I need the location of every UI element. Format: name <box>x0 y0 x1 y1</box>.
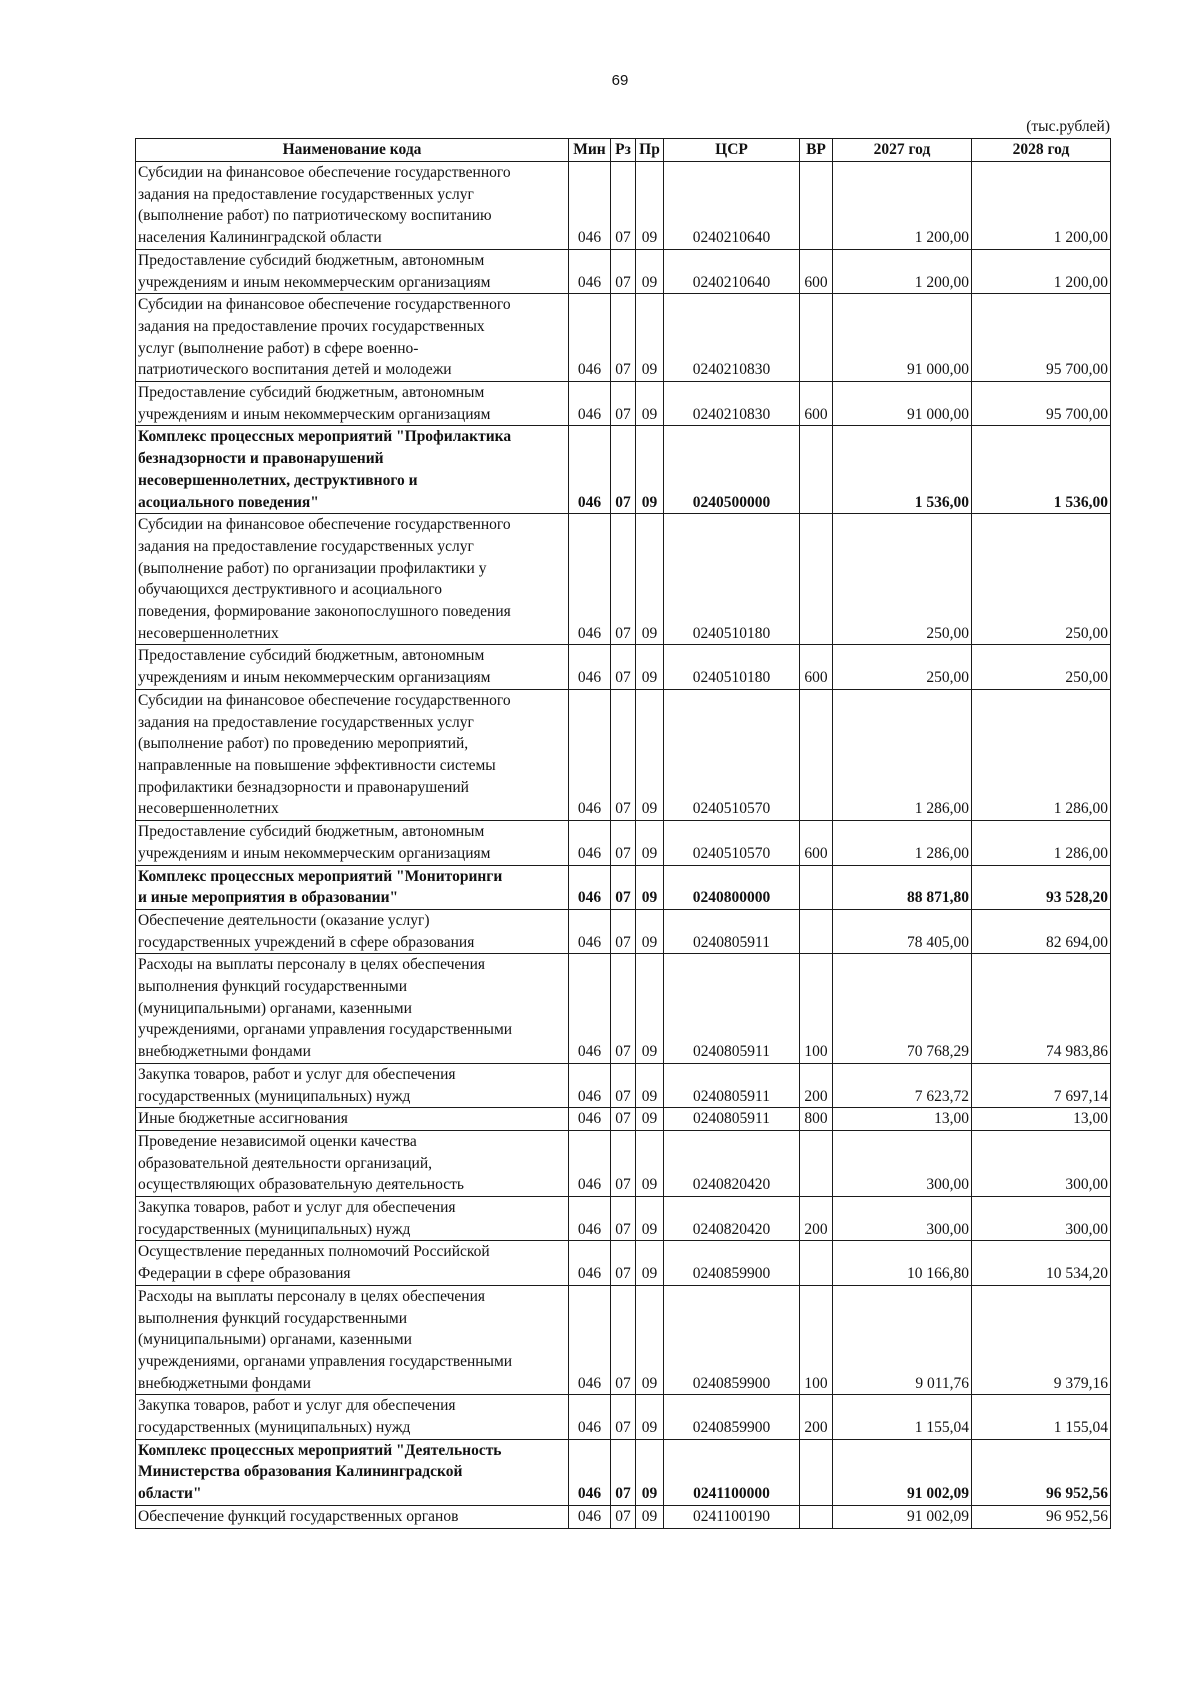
row-name <box>136 249 569 293</box>
row-rz: 07 <box>611 1130 636 1196</box>
row-name-line: Обеспечение деятельности (оказание услуг) <box>138 911 430 929</box>
row-value-2028: 13,00 <box>972 1108 1111 1131</box>
row-vr: 200 <box>800 1063 833 1107</box>
table-row <box>136 162 1111 250</box>
row-vr <box>800 1439 833 1505</box>
row-pr: 09 <box>636 1241 664 1285</box>
header-min: Мин <box>569 139 611 162</box>
row-min: 046 <box>569 689 611 820</box>
row-name-line: Комплекс процессных мероприятий "Деятельность <box>138 1441 502 1459</box>
row-pr: 09 <box>636 514 664 645</box>
row-name-line: (муниципальными) органами, казенными <box>138 999 412 1017</box>
row-vr <box>800 865 833 909</box>
row-value-2027: 250,00 <box>833 645 972 689</box>
row-name-line: выполнения функций государственными <box>138 1309 408 1327</box>
row-vr <box>800 689 833 820</box>
row-value-2027: 91 000,00 <box>833 294 972 382</box>
row-name <box>136 1197 569 1241</box>
row-vr: 200 <box>800 1197 833 1241</box>
table-row <box>136 1395 1111 1439</box>
table-row <box>136 1108 1111 1131</box>
row-value-2028: 250,00 <box>972 645 1111 689</box>
table-row <box>136 1130 1111 1196</box>
row-min: 046 <box>569 1130 611 1196</box>
row-name-line: (выполнение работ) по организации профилактики у <box>138 559 487 577</box>
row-name-line: асоциального поведения" <box>138 493 319 511</box>
row-pr: 09 <box>636 162 664 250</box>
budget-table <box>135 138 1111 1529</box>
row-pr: 09 <box>636 1439 664 1505</box>
row-name-line: Комплекс процессных мероприятий "Мониторинги <box>138 867 503 885</box>
row-name-line: Комплекс процессных мероприятий "Профилактика <box>138 428 512 446</box>
row-value-2028: 300,00 <box>972 1130 1111 1196</box>
row-name-line: задания на предоставление прочих государственных <box>138 317 485 335</box>
row-csr: 0241100000 <box>664 1439 800 1505</box>
table-row <box>136 382 1111 426</box>
row-name <box>136 865 569 909</box>
row-value-2027: 13,00 <box>833 1108 972 1131</box>
row-value-2028: 96 952,56 <box>972 1439 1111 1505</box>
row-value-2027: 1 286,00 <box>833 821 972 865</box>
row-name-line: Федерации в сфере образования <box>138 1265 351 1283</box>
row-min: 046 <box>569 1241 611 1285</box>
row-value-2028: 7 697,14 <box>972 1063 1111 1107</box>
row-rz: 07 <box>611 249 636 293</box>
row-name-line: Субсидии на финансовое обеспечение государственного <box>138 691 511 709</box>
row-value-2027: 1 200,00 <box>833 162 972 250</box>
row-name-line: и иные мероприятия в образовании" <box>138 889 399 907</box>
row-min: 046 <box>569 1395 611 1439</box>
table-row <box>136 689 1111 820</box>
row-name-line: учреждениям и иным некоммерческим организациям <box>138 405 491 423</box>
row-name-line: Предоставление субсидий бюджетным, автономным <box>138 647 485 665</box>
row-name-line: внебюджетными фондами <box>138 1043 311 1061</box>
row-name-line: (муниципальными) органами, казенными <box>138 1331 412 1349</box>
row-name-line: Субсидии на финансовое обеспечение государственного <box>138 164 511 181</box>
row-vr: 100 <box>800 1285 833 1395</box>
row-rz: 07 <box>611 1285 636 1395</box>
row-csr: 0240210830 <box>664 294 800 382</box>
row-value-2028: 1 155,04 <box>972 1395 1111 1439</box>
row-name-line: патриотического воспитания детей и молодежи <box>138 361 452 379</box>
row-value-2028: 74 983,86 <box>972 954 1111 1064</box>
row-min: 046 <box>569 1197 611 1241</box>
row-name-line: образовательной деятельности организаций, <box>138 1154 433 1172</box>
row-value-2027: 91 002,09 <box>833 1439 972 1505</box>
row-name-line: Иные бюджетные ассигнования <box>138 1110 348 1128</box>
page-number: 69 <box>611 72 629 89</box>
row-csr: 0240510570 <box>664 689 800 820</box>
row-name-line: Проведение независимой оценки качества <box>138 1132 417 1150</box>
row-name-line: Расходы на выплаты персоналу в целях обеспечения <box>138 1287 486 1305</box>
row-rz: 07 <box>611 426 636 514</box>
row-name-line: области" <box>138 1485 202 1503</box>
row-name-line: государственных (муниципальных) нужд <box>138 1220 411 1238</box>
row-pr: 09 <box>636 909 664 953</box>
row-min: 046 <box>569 514 611 645</box>
row-value-2028: 1 200,00 <box>972 162 1111 250</box>
row-name-line: профилактики безнадзорности и правонарушений <box>138 778 469 796</box>
row-name-line: населения Калининградской области <box>138 229 382 247</box>
row-min: 046 <box>569 954 611 1064</box>
row-name-line: учреждениям и иным некоммерческим организациям <box>138 844 491 862</box>
table-row <box>136 514 1111 645</box>
row-name <box>136 514 569 645</box>
table-row <box>136 294 1111 382</box>
row-pr: 09 <box>636 426 664 514</box>
row-name <box>136 1285 569 1395</box>
row-csr: 0240800000 <box>664 865 800 909</box>
row-value-2028: 250,00 <box>972 514 1111 645</box>
row-pr: 09 <box>636 1063 664 1107</box>
row-min: 046 <box>569 1439 611 1505</box>
row-rz: 07 <box>611 1197 636 1241</box>
header-2028: 2028 год <box>972 139 1111 162</box>
row-csr: 0240500000 <box>664 426 800 514</box>
row-csr: 0240805911 <box>664 954 800 1064</box>
row-name-line: услуг (выполнение работ) в сфере военно- <box>138 339 419 357</box>
row-name-line: Предоставление субсидий бюджетным, автономным <box>138 823 485 841</box>
row-vr <box>800 162 833 250</box>
row-name-line: безнадзорности и правонарушений <box>138 450 384 468</box>
row-pr: 09 <box>636 1108 664 1131</box>
row-name <box>136 1063 569 1107</box>
row-min: 046 <box>569 1285 611 1395</box>
row-min: 046 <box>569 1063 611 1107</box>
row-value-2028: 93 528,20 <box>972 865 1111 909</box>
row-value-2028: 10 534,20 <box>972 1241 1111 1285</box>
row-vr <box>800 514 833 645</box>
row-min: 046 <box>569 294 611 382</box>
row-vr <box>800 294 833 382</box>
row-vr <box>800 426 833 514</box>
row-min: 046 <box>569 1108 611 1131</box>
row-name-line: несовершеннолетних <box>138 800 279 818</box>
row-name-line: внебюджетными фондами <box>138 1374 311 1392</box>
row-value-2028: 9 379,16 <box>972 1285 1111 1395</box>
row-value-2027: 70 768,29 <box>833 954 972 1064</box>
table-row <box>136 1063 1111 1107</box>
row-value-2027: 78 405,00 <box>833 909 972 953</box>
table-row <box>136 909 1111 953</box>
row-name-line: Закупка товаров, работ и услуг для обеспечения <box>138 1199 456 1217</box>
row-name <box>136 294 569 382</box>
row-csr: 0240820420 <box>664 1130 800 1196</box>
row-name <box>136 689 569 820</box>
table-row <box>136 821 1111 865</box>
row-rz: 07 <box>611 1063 636 1107</box>
table-row <box>136 1197 1111 1241</box>
row-rz: 07 <box>611 1505 636 1528</box>
row-name-line: несовершеннолетних, деструктивного и <box>138 471 418 489</box>
row-rz: 07 <box>611 821 636 865</box>
row-name-line: государственных (муниципальных) нужд <box>138 1087 411 1105</box>
row-name-line: задания на предоставление государственных услуг <box>138 713 474 731</box>
row-name-line: учреждениями, органами управления государственными <box>138 1021 513 1039</box>
row-rz: 07 <box>611 954 636 1064</box>
units-label: (тыс.рублей) <box>1026 118 1110 135</box>
row-name <box>136 645 569 689</box>
row-min: 046 <box>569 821 611 865</box>
row-min: 046 <box>569 865 611 909</box>
row-name <box>136 162 569 250</box>
row-vr: 800 <box>800 1108 833 1131</box>
row-csr: 0241100190 <box>664 1505 800 1528</box>
row-csr: 0240820420 <box>664 1197 800 1241</box>
row-name-line: задания на предоставление государственных услуг <box>138 537 474 555</box>
row-pr: 09 <box>636 689 664 820</box>
header-rz: Рз <box>611 139 636 162</box>
row-min: 046 <box>569 162 611 250</box>
row-vr: 600 <box>800 821 833 865</box>
row-vr <box>800 1130 833 1196</box>
row-vr: 200 <box>800 1395 833 1439</box>
header-pr: Пр <box>636 139 664 162</box>
row-name <box>136 1395 569 1439</box>
table-body <box>136 162 1111 1529</box>
row-value-2027: 91 002,09 <box>833 1505 972 1528</box>
table-row <box>136 1439 1111 1505</box>
row-name <box>136 1505 569 1528</box>
table-row <box>136 426 1111 514</box>
row-min: 046 <box>569 426 611 514</box>
row-min: 046 <box>569 909 611 953</box>
row-name-line: Обеспечение функций государственных органов <box>138 1507 459 1525</box>
row-rz: 07 <box>611 382 636 426</box>
row-value-2027: 91 000,00 <box>833 382 972 426</box>
row-value-2027: 1 536,00 <box>833 426 972 514</box>
row-rz: 07 <box>611 1241 636 1285</box>
row-pr: 09 <box>636 954 664 1064</box>
row-name-line: задания на предоставление государственных услуг <box>138 185 474 203</box>
row-name-line: Осуществление переданных полномочий Российской <box>138 1243 490 1261</box>
row-min: 046 <box>569 249 611 293</box>
table-row <box>136 1505 1111 1528</box>
row-pr: 09 <box>636 1505 664 1528</box>
row-value-2028: 82 694,00 <box>972 909 1111 953</box>
row-pr: 09 <box>636 1285 664 1395</box>
table-row <box>136 1241 1111 1285</box>
row-value-2027: 9 011,76 <box>833 1285 972 1395</box>
row-vr <box>800 1241 833 1285</box>
row-name-line: государственных (муниципальных) нужд <box>138 1419 411 1437</box>
row-rz: 07 <box>611 1395 636 1439</box>
row-name-line: Субсидии на финансовое обеспечение государственного <box>138 516 511 534</box>
row-name-line: Министерства образования Калининградской <box>138 1463 463 1481</box>
row-vr: 600 <box>800 645 833 689</box>
row-pr: 09 <box>636 294 664 382</box>
row-name-line: Предоставление субсидий бюджетным, автономным <box>138 251 485 269</box>
row-name-line: Закупка товаров, работ и услуг для обеспечения <box>138 1397 456 1415</box>
table-row <box>136 865 1111 909</box>
row-pr: 09 <box>636 1197 664 1241</box>
row-csr: 0240510180 <box>664 514 800 645</box>
row-vr: 100 <box>800 954 833 1064</box>
row-name-line: Расходы на выплаты персоналу в целях обеспечения <box>138 956 486 974</box>
row-value-2028: 95 700,00 <box>972 382 1111 426</box>
row-value-2027: 1 200,00 <box>833 249 972 293</box>
row-name-line: несовершеннолетних <box>138 624 279 642</box>
row-name <box>136 426 569 514</box>
table-row <box>136 954 1111 1064</box>
row-name <box>136 1130 569 1196</box>
row-csr: 0240510180 <box>664 645 800 689</box>
row-rz: 07 <box>611 909 636 953</box>
row-rz: 07 <box>611 645 636 689</box>
row-value-2027: 88 871,80 <box>833 865 972 909</box>
row-name <box>136 954 569 1064</box>
row-vr: 600 <box>800 249 833 293</box>
row-value-2028: 95 700,00 <box>972 294 1111 382</box>
row-pr: 09 <box>636 645 664 689</box>
row-rz: 07 <box>611 1108 636 1131</box>
row-value-2028: 1 200,00 <box>972 249 1111 293</box>
header-csr: ЦСР <box>664 139 800 162</box>
row-pr: 09 <box>636 821 664 865</box>
row-value-2028: 1 536,00 <box>972 426 1111 514</box>
header-name: Наименование кода <box>136 139 569 162</box>
row-vr <box>800 909 833 953</box>
table-row <box>136 1285 1111 1395</box>
table-row <box>136 249 1111 293</box>
row-name <box>136 821 569 865</box>
row-name-line: государственных учреждений в сфере образования <box>138 933 475 951</box>
row-name-line: Предоставление субсидий бюджетным, автономным <box>138 384 485 402</box>
row-vr: 600 <box>800 382 833 426</box>
row-min: 046 <box>569 1505 611 1528</box>
row-vr <box>800 1505 833 1528</box>
row-pr: 09 <box>636 382 664 426</box>
row-value-2027: 300,00 <box>833 1130 972 1196</box>
row-pr: 09 <box>636 1130 664 1196</box>
row-min: 046 <box>569 382 611 426</box>
row-name <box>136 909 569 953</box>
table-row <box>136 645 1111 689</box>
row-value-2028: 300,00 <box>972 1197 1111 1241</box>
row-value-2027: 250,00 <box>833 514 972 645</box>
table-header-row <box>136 139 1111 162</box>
row-rz: 07 <box>611 689 636 820</box>
row-name-line: обучающихся деструктивного и асоциального <box>138 581 442 599</box>
row-csr: 0240859900 <box>664 1241 800 1285</box>
header-2027: 2027 год <box>833 139 972 162</box>
row-name <box>136 1439 569 1505</box>
row-csr: 0240210640 <box>664 249 800 293</box>
row-csr: 0240859900 <box>664 1395 800 1439</box>
row-pr: 09 <box>636 865 664 909</box>
row-rz: 07 <box>611 162 636 250</box>
row-name-line: (выполнение работ) по патриотическому воспитанию <box>138 207 492 225</box>
row-csr: 0240859900 <box>664 1285 800 1395</box>
row-value-2028: 96 952,56 <box>972 1505 1111 1528</box>
row-min: 046 <box>569 645 611 689</box>
row-value-2027: 10 166,80 <box>833 1241 972 1285</box>
row-value-2028: 1 286,00 <box>972 821 1111 865</box>
row-pr: 09 <box>636 249 664 293</box>
row-pr: 09 <box>636 1395 664 1439</box>
row-name <box>136 1108 569 1131</box>
row-name-line: выполнения функций государственными <box>138 978 408 996</box>
row-csr: 0240805911 <box>664 1108 800 1131</box>
row-csr: 0240210830 <box>664 382 800 426</box>
row-name-line: поведения, формирование законопослушного поведения <box>138 603 511 621</box>
row-name-line: (выполнение работ) по проведению мероприятий, <box>138 735 469 753</box>
row-csr: 0240805911 <box>664 1063 800 1107</box>
row-value-2027: 1 155,04 <box>833 1395 972 1439</box>
row-name-line: Закупка товаров, работ и услуг для обеспечения <box>138 1065 456 1083</box>
row-name-line: учреждениям и иным некоммерческим организациям <box>138 669 491 687</box>
row-rz: 07 <box>611 865 636 909</box>
row-name <box>136 382 569 426</box>
row-name-line: направленные на повышение эффективности системы <box>138 756 496 774</box>
row-rz: 07 <box>611 294 636 382</box>
row-name-line: учреждениями, органами управления государственными <box>138 1352 513 1370</box>
row-rz: 07 <box>611 1439 636 1505</box>
row-name-line: осуществляющих образовательную деятельность <box>138 1176 464 1194</box>
row-csr: 0240210640 <box>664 162 800 250</box>
header-vr: ВР <box>800 139 833 162</box>
row-value-2028: 1 286,00 <box>972 689 1111 820</box>
row-value-2027: 1 286,00 <box>833 689 972 820</box>
row-name-line: учреждениям и иным некоммерческим организациям <box>138 273 491 291</box>
row-value-2027: 300,00 <box>833 1197 972 1241</box>
row-rz: 07 <box>611 514 636 645</box>
row-name <box>136 1241 569 1285</box>
row-value-2027: 7 623,72 <box>833 1063 972 1107</box>
row-csr: 0240805911 <box>664 909 800 953</box>
row-name-line: Субсидии на финансовое обеспечение государственного <box>138 296 511 314</box>
row-csr: 0240510570 <box>664 821 800 865</box>
